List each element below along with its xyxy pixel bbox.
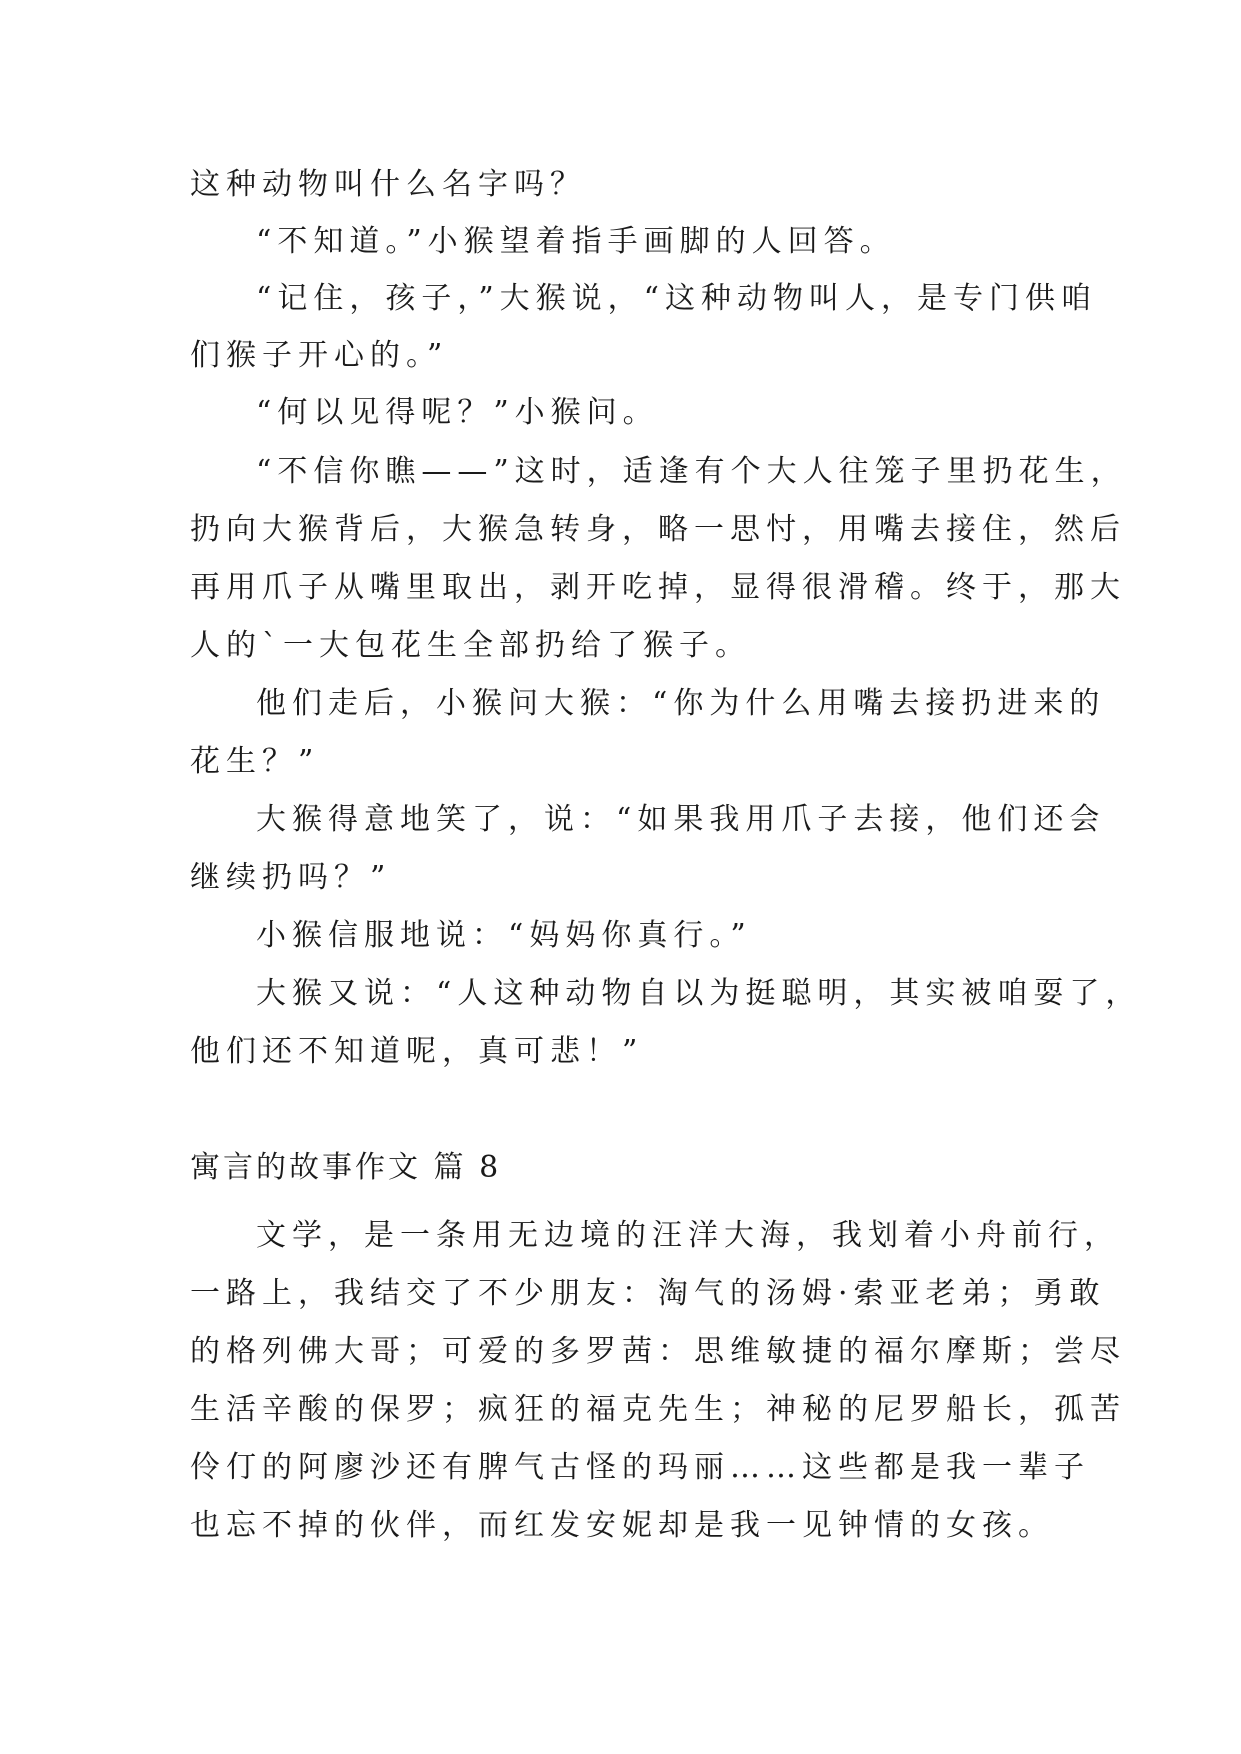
text-line: 小猴信服地说：“妈妈你真行。” [256,918,752,953]
text-line: 花生？” [190,744,320,779]
text-line: 这种动物叫什么名字吗？ [190,167,586,202]
text-line: 扔向大猴背后，大猴急转身，略一思忖，用嘴去接住，然后 [190,512,1126,547]
text-line: 的格列佛大哥；可爱的多罗茜：思维敏捷的福尔摩斯；尝尽 [190,1334,1126,1369]
text-line: 他们还不知道呢，真可悲！” [190,1034,644,1069]
text-line: 们猴子开心的。” [190,338,449,373]
text-line: “记住，孩子，”大猴说，“这种动物叫人，是专门供咱 [256,281,1098,316]
text-line: “何以见得呢？”小猴问。 [256,395,659,430]
text-line: “不知道。”小猴望着指手画脚的人回答。 [256,224,896,259]
section-heading: 寓言的故事作文 篇 8 [190,1150,502,1185]
text-line: 继续扔吗？” [190,860,392,895]
text-line: 大猴又说：“人这种动物自以为挺聪明，其实被咱耍了， [256,976,1142,1011]
text-line: 也忘不掉的伙伴，而红发安妮却是我一见钟情的女孩。 [190,1508,1054,1543]
text-line: 大猴得意地笑了，说：“如果我用爪子去接，他们还会 [256,802,1106,837]
text-line: 他们走后，小猴问大猴：“你为什么用嘴去接扔进来的 [256,686,1106,721]
text-line: “不信你瞧——”这时，适逢有个大人往笼子里扔花生， [256,454,1127,489]
text-line: 文学，是一条用无边境的汪洋大海，我划着小舟前行， [256,1218,1120,1253]
text-line: 人的`一大包花生全部扔给了猴子。 [190,628,751,663]
text-line: 一路上，我结交了不少朋友：淘气的汤姆·索亚老弟；勇敢 [190,1276,1106,1311]
text-line: 伶仃的阿廖沙还有脾气古怪的玛丽……这些都是我一辈子 [190,1450,1090,1485]
text-line: 再用爪子从嘴里取出，剥开吃掉，显得很滑稽。终于，那大 [190,570,1126,605]
text-line: 生活辛酸的保罗；疯狂的福克先生；神秘的尼罗船长，孤苦 [190,1392,1126,1427]
